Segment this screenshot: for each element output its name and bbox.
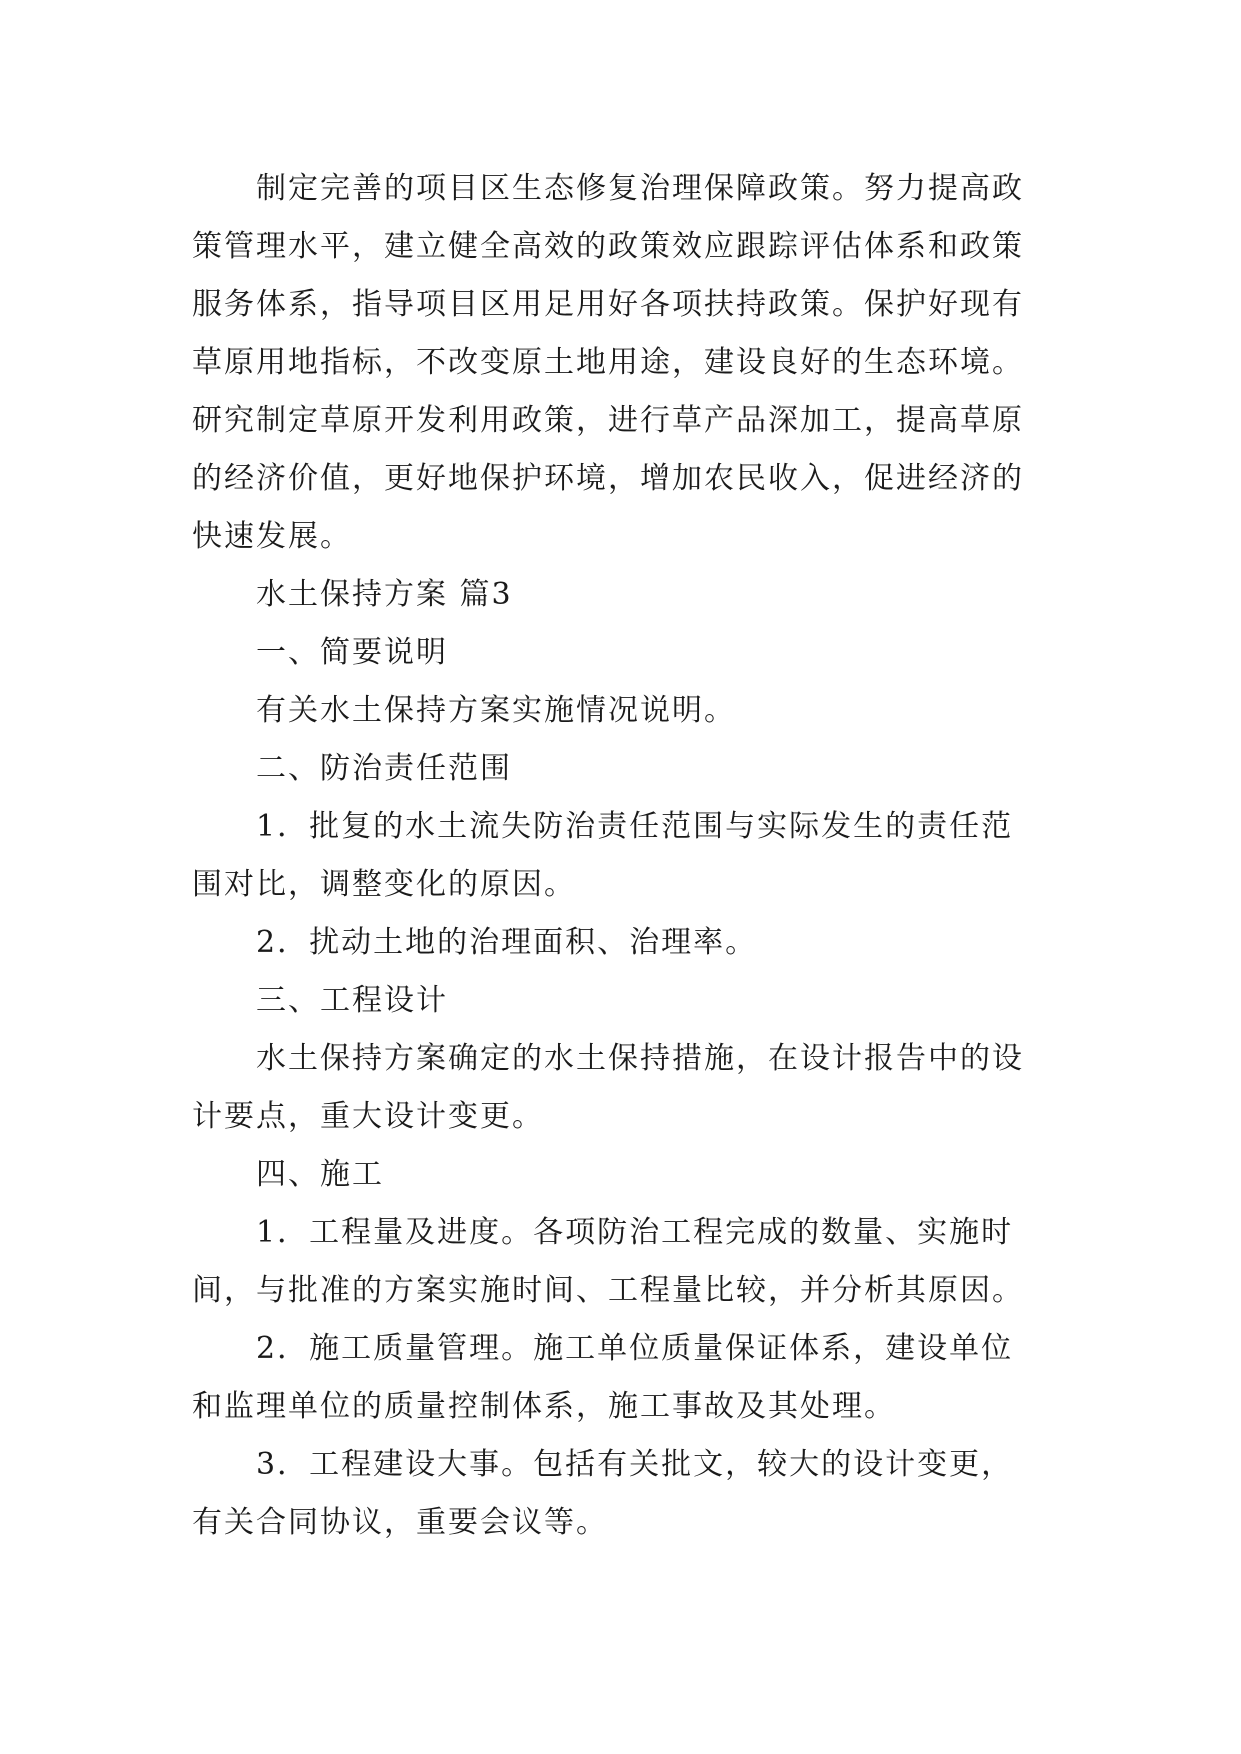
- text-line: 3．工程建设大事。包括有关批文，较大的设计变更，: [256, 1447, 1014, 1482]
- text-line: 研究制定草原开发利用政策，进行草产品深加工，提高草原: [192, 403, 1024, 438]
- paragraph-brief-description: [192, 682, 1072, 740]
- text-line: 水土保持方案确定的水土保持措施，在设计报告中的设: [256, 1041, 1024, 1076]
- text-line: 水土保持方案 篇3: [256, 577, 513, 612]
- text-line: 围对比，调整变化的原因。: [192, 867, 576, 902]
- list-item-scope-2: [192, 914, 1072, 972]
- list-item-scope-1: [192, 798, 1072, 914]
- text-line: 有关水土保持方案实施情况说明。: [256, 693, 736, 728]
- list-item-construction-2: [192, 1320, 1072, 1436]
- text-line: 三、工程设计: [256, 983, 448, 1018]
- heading-brief-description: [192, 624, 1072, 682]
- text-line: 计要点，重大设计变更。: [192, 1099, 544, 1134]
- heading-responsibility-scope: [192, 740, 1072, 798]
- paragraph-policy: [192, 160, 1072, 566]
- text-line: 一、简要说明: [256, 635, 448, 670]
- text-line: 2．施工质量管理。施工单位质量保证体系，建设单位: [256, 1331, 1014, 1366]
- text-line: 和监理单位的质量控制体系，施工事故及其处理。: [192, 1389, 896, 1424]
- text-line: 制定完善的项目区生态修复治理保障政策。努力提高政: [256, 171, 1024, 206]
- text-line: 二、防治责任范围: [256, 751, 512, 786]
- list-item-construction-3: [192, 1436, 1072, 1552]
- text-line: 草原用地指标，不改变原土地用途，建设良好的生态环境。: [192, 345, 1024, 380]
- text-line: 策管理水平，建立健全高效的政策效应跟踪评估体系和政策: [192, 229, 1024, 264]
- text-line: 1．工程量及进度。各项防治工程完成的数量、实施时: [256, 1215, 1014, 1250]
- text-line: 的经济价值，更好地保护环境，增加农民收入，促进经济的: [192, 461, 1024, 496]
- text-line: 2．扰动土地的治理面积、治理率。: [256, 925, 758, 960]
- heading-construction: [192, 1146, 1072, 1204]
- paragraph-engineering-design: [192, 1030, 1072, 1146]
- text-line: 1．批复的水土流失防治责任范围与实际发生的责任范: [256, 809, 1014, 844]
- text-line: 间，与批准的方案实施时间、工程量比较，并分析其原因。: [192, 1273, 1024, 1308]
- text-line: 四、施工: [256, 1157, 384, 1192]
- text-line: 有关合同协议，重要会议等。: [192, 1505, 608, 1540]
- text-line: 服务体系，指导项目区用足用好各项扶持政策。保护好现有: [192, 287, 1024, 322]
- list-item-construction-1: [192, 1204, 1072, 1320]
- heading-engineering-design: [192, 972, 1072, 1030]
- text-line: 快速发展。: [192, 519, 352, 554]
- document-body: [192, 160, 1072, 1552]
- section-title: [192, 566, 1072, 624]
